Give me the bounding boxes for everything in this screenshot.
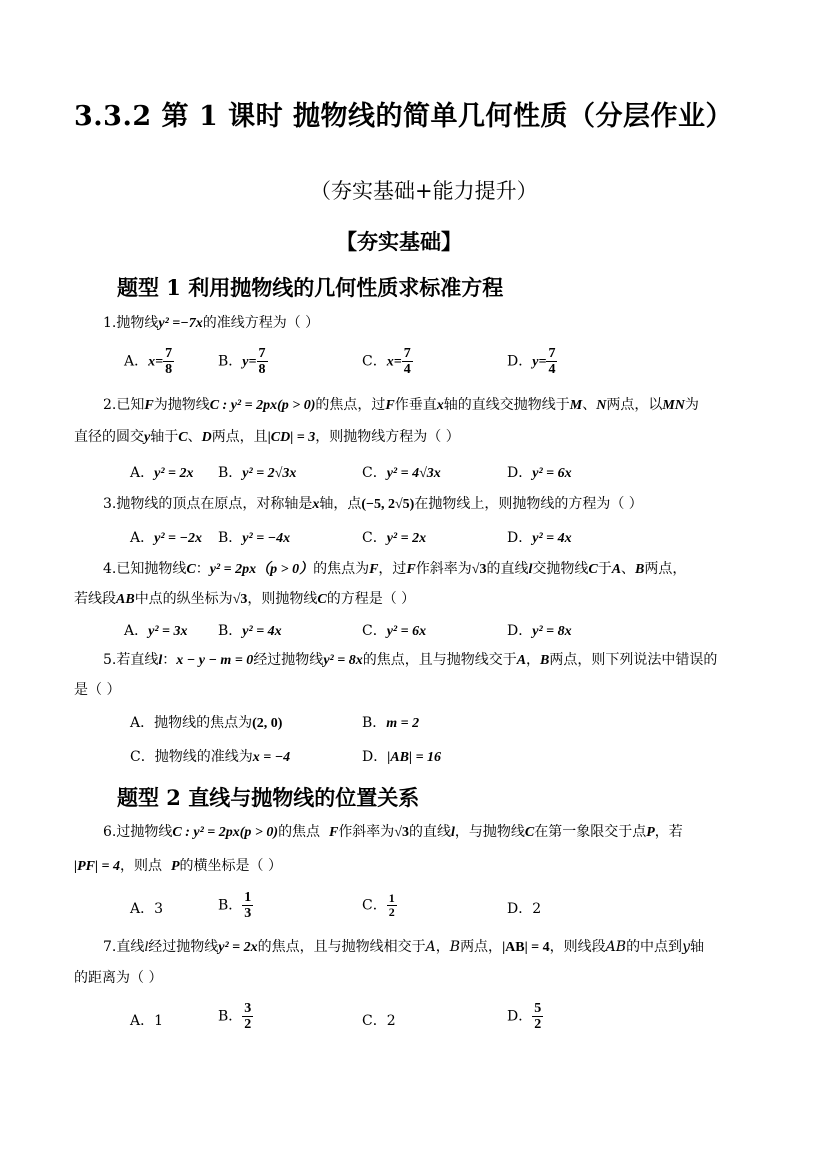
question-6-option-c[interactable]: C． $\frac{1}{2}$ — [362, 891, 395, 919]
question-6-stem-line-1: 6.过抛物线C : y² = 2px(p > 0)的焦点 F作斜率为√3的直线l，与抛物线C在第一象限交于点P，若 — [103, 824, 683, 840]
question-2-option-b[interactable]: B．y² = 2√3x — [218, 465, 297, 481]
question-4-option-a[interactable]: A．y² = 3x — [124, 623, 188, 639]
question-7-stem-line-1: 7.直线l经过抛物线y² = 2x的焦点，且与抛物线相交于A，B两点，|AB| = 4，则线段AB的中点到y轴 — [103, 939, 704, 955]
question-2-stem-line-1: 2.已知F为抛物线C : y² = 2px(p > 0)的焦点，过F作垂直x轴的直线交抛物线于M、N两点，以MN为 — [103, 397, 699, 413]
question-7-option-a[interactable]: A．1 — [130, 1013, 164, 1029]
page-subtitle: （夯实基础+能力提升） — [310, 179, 538, 203]
question-4-stem-line-2: 若线段AB中点的纵坐标为√3，则抛物线C的方程是（ ） — [74, 591, 416, 607]
question-3-option-a[interactable]: A．y² = −2x — [130, 530, 202, 546]
section-1-title: 题型 1 利用抛物线的几何性质求标准方程 — [117, 275, 504, 300]
question-7-option-b[interactable]: B． $\frac{3}{2}$ — [218, 1001, 252, 1032]
question-5-option-a[interactable]: A．抛物线的焦点为(2, 0) — [130, 715, 283, 731]
page-title: 3.3.2 第 1 课时 抛物线的简单几何性质（分层作业） — [74, 101, 734, 132]
question-2-option-a[interactable]: A．y² = 2x — [130, 465, 194, 481]
question-3-option-b[interactable]: B．y² = −4x — [218, 530, 291, 546]
question-1-option-c[interactable]: C．x= $\frac{7}{4}$ — [362, 346, 411, 377]
question-5-option-c[interactable]: C．抛物线的准线为x = −4 — [130, 749, 291, 765]
question-4-option-c[interactable]: C．y² = 6x — [362, 623, 427, 639]
question-2-stem-line-2: 直径的圆交y轴于C、D两点，且|CD| = 3，则抛物线方程为（ ） — [74, 429, 460, 445]
question-1-option-a[interactable]: A．x= $\frac{7}{8}$ — [124, 346, 173, 377]
question-3-option-d[interactable]: D．y² = 4x — [507, 530, 572, 546]
question-1-option-b[interactable]: B．y= $\frac{7}{8}$ — [218, 346, 266, 377]
question-6-option-d[interactable]: D．2 — [507, 901, 542, 917]
question-6-option-a[interactable]: A．3 — [130, 901, 164, 917]
question-3-stem: 3.抛物线的顶点在原点，对称轴是x轴，点(−5, 2√5)在抛物线上，则抛物线的方程为（ ） — [103, 496, 643, 512]
question-2-option-c[interactable]: C．y² = 4√3x — [362, 465, 441, 481]
question-7-option-d[interactable]: D． $\frac{5}{2}$ — [507, 1001, 542, 1032]
question-1-option-d[interactable]: D．y= $\frac{7}{4}$ — [507, 346, 556, 377]
question-5-stem-line-1: 5.若直线l：x − y − m = 0经过抛物线y² = 8x的焦点，且与抛物线交于A，B两点，则下列说法中错误的 — [103, 652, 718, 668]
section-2-title: 题型 2 直线与抛物线的位置关系 — [117, 785, 420, 810]
question-5-option-d[interactable]: D．|AB| = 16 — [362, 749, 442, 765]
question-6-stem-line-2: |PF| = 4，则点 P的横坐标是（ ） — [74, 858, 282, 874]
question-5-option-b[interactable]: B．m = 2 — [362, 715, 420, 731]
question-1-stem: 1.抛物线y² =−7x的准线方程为（ ） — [103, 315, 320, 331]
question-4-stem-line-1: 4.已知抛物线C：y² = 2px（p > 0）的焦点为F，过F作斜率为√3的直线l交抛物线C于A、B两点， — [103, 561, 687, 577]
question-7-option-c[interactable]: C．2 — [362, 1013, 396, 1029]
question-4-option-d[interactable]: D．y² = 8x — [507, 623, 572, 639]
question-4-option-b[interactable]: B．y² = 4x — [218, 623, 282, 639]
question-2-option-d[interactable]: D．y² = 6x — [507, 465, 572, 481]
section-foundation-heading: 【夯实基础】 — [336, 229, 462, 254]
question-7-stem-line-2: 的距离为（ ） — [74, 970, 163, 986]
question-3-option-c[interactable]: C．y² = 2x — [362, 530, 427, 546]
question-6-option-b[interactable]: B． $\frac{1}{3}$ — [218, 890, 252, 921]
question-5-stem-line-2: 是（ ） — [74, 682, 121, 698]
